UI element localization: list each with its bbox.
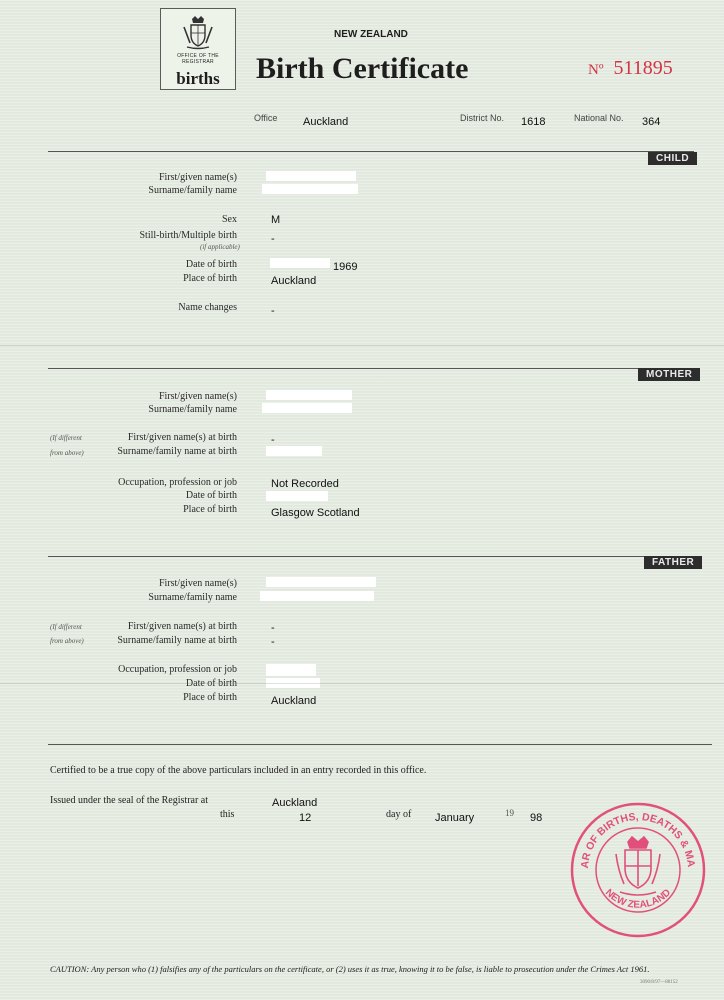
district-label: District No. (460, 113, 505, 123)
page-title: Birth Certificate (256, 52, 469, 85)
child-still-birth-label: Still-birth/Multiple birth (139, 230, 237, 241)
redacted-block (266, 664, 316, 676)
child-dob-label: Date of birth (185, 259, 237, 270)
father-first-name-label: First/given name(s) (158, 578, 237, 589)
issued-label: Issued under the seal of the Registrar at (50, 795, 209, 806)
father-dob-label: Date of birth (185, 678, 237, 689)
redacted-block (260, 591, 374, 601)
country-heading: NEW ZEALAND (334, 29, 408, 40)
crest-office-text: OFFICE OF THE REGISTRAR (177, 53, 219, 65)
paper-fold (0, 345, 724, 346)
redacted-block (266, 491, 328, 501)
mother-first-name-label: First/given name(s) (158, 391, 237, 402)
child-pob-label: Place of birth (183, 273, 237, 284)
child-surname-label: Surname/family name (148, 185, 237, 196)
office-value: Auckland (303, 116, 349, 128)
father-first-birth-value: - (271, 622, 275, 634)
district-value: 1618 (521, 116, 546, 128)
day-of-label: day of (386, 809, 412, 820)
century-label: 19 (505, 808, 514, 818)
child-sex-label: Sex (222, 214, 237, 225)
issued-day-value: 12 (299, 812, 312, 824)
mother-pob-label: Place of birth (183, 504, 237, 515)
mother-divider (48, 368, 694, 369)
father-pob-value: Auckland (271, 695, 317, 707)
mother-first-birth-value: - (271, 434, 275, 446)
svg-text:NEW ZEALAND (603, 887, 673, 911)
child-dob-year: 1969 (333, 261, 358, 273)
child-name-changes-label: Name changes (178, 302, 237, 313)
paper-fold (0, 683, 724, 684)
form-code: 3090/8/97—88152 (640, 980, 678, 985)
father-surname-birth-label: Surname/family name at birth (117, 635, 237, 646)
issued-place-value: Auckland (272, 797, 318, 809)
this-label: this (220, 809, 235, 820)
national-value: 364 (642, 116, 661, 128)
seal-bottom-text: NEW ZEALAND (602, 887, 674, 911)
redacted-block (270, 258, 330, 268)
number-prefix: Nº (588, 62, 604, 78)
office-label: Office (254, 113, 278, 123)
redacted-block (262, 403, 352, 413)
father-surname-label: Surname/family name (148, 592, 237, 603)
mother-dob-label: Date of birth (185, 490, 237, 501)
mother-surname-birth-label: Surname/family name at birth (117, 446, 237, 457)
child-first-name-label: First/given name(s) (158, 172, 237, 183)
issued-year-value: 98 (530, 812, 543, 824)
coat-of-arms-icon (182, 15, 214, 51)
father-divider (48, 556, 694, 557)
seal-top-text: AR OF BIRTHS, DEATHS & MA (578, 810, 698, 869)
redacted-block (262, 184, 358, 194)
child-still-birth-value: - (271, 233, 275, 245)
child-divider (48, 151, 694, 152)
child-section-tag: CHILD (648, 152, 697, 165)
redacted-block (266, 577, 376, 587)
mother-if-different-note: (If different (50, 434, 82, 442)
father-surname-birth-value: - (271, 636, 275, 648)
father-occupation-label: Occupation, profession or job (118, 664, 237, 675)
mother-occupation-value: Not Recorded (271, 478, 339, 490)
registrar-crest-logo (160, 8, 236, 90)
issued-month-value: January (435, 812, 475, 824)
redacted-block (266, 171, 356, 181)
crest-births-word: births (176, 69, 220, 88)
caution-notice: CAUTION: Any person who (1) falsifies any of the particulars on the certificate, or (2) uses it as true, knowing it to be false, is liable to prosecution under the Crimes Act 1961. (50, 964, 650, 974)
father-from-above-note: from above) (50, 637, 84, 645)
registrar-seal-stamp (568, 800, 708, 945)
father-first-birth-label: First/given name(s) at birth (127, 621, 237, 632)
certified-statement: Certified to be a true copy of the above particulars included in an entry recorded in this office. (50, 765, 427, 776)
child-applicable-note: (if applicable) (200, 243, 240, 251)
redacted-block (266, 446, 322, 456)
seal-coat-of-arms-icon (616, 837, 660, 895)
mother-from-above-note: from above) (50, 449, 84, 457)
father-if-different-note: (If different (50, 623, 82, 631)
national-label: National No. (574, 113, 624, 123)
redacted-block (266, 390, 352, 400)
mother-section-tag: MOTHER (638, 368, 700, 381)
certificate-number (588, 57, 673, 80)
mother-first-birth-label: First/given name(s) at birth (127, 432, 237, 443)
footer-divider (48, 744, 712, 745)
mother-occupation-label: Occupation, profession or job (118, 477, 237, 488)
mother-surname-label: Surname/family name (148, 404, 237, 415)
father-pob-label: Place of birth (183, 692, 237, 703)
child-name-changes-value: - (271, 305, 275, 317)
child-pob-value: Auckland (271, 275, 317, 287)
child-sex-value: M (271, 214, 281, 226)
father-section-tag: FATHER (644, 556, 702, 569)
certificate-number-value: 511895 (613, 57, 673, 79)
mother-pob-value: Glasgow Scotland (271, 507, 360, 519)
